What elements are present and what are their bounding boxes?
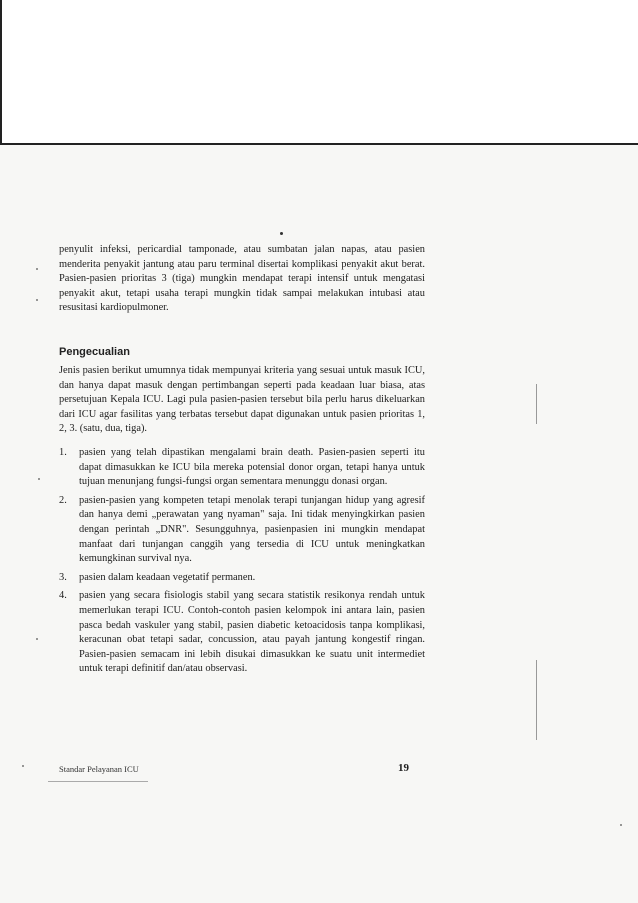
scan-speck: [280, 232, 283, 235]
list-item: [59, 571, 425, 586]
list-item: [59, 494, 425, 567]
scan-speck: [36, 268, 38, 270]
margin-mark: [536, 660, 537, 740]
scan-speck: [620, 824, 622, 826]
list-item-text: pasien yang telah dipastikan mengalami brain death. Pasien-pasien seperti itu dapat dimasukkan ke ICU bila mereka potensial donor organ, tetapi hanya untuk tujuan menunjang fungsi-fungsi organ sementara menunggu donasi organ.: [79, 447, 425, 488]
scan-border: [0, 0, 638, 145]
list-item-number: 1.: [59, 447, 67, 458]
list-item: [59, 589, 425, 677]
list-item-number: 3.: [59, 571, 67, 583]
scan-speck: [36, 299, 38, 301]
footer-divider: [48, 781, 148, 782]
list-item-number: 2.: [59, 494, 67, 506]
list-item-text: pasien-pasien yang kompeten tetapi menolak terapi tunjangan hidup yang agresif dan hanya demi „perawatan yang nyaman" saja. Ini tidak menyingkirkan pasien dengan perintah „DNR". Sesungguhnya, pasienpasien ini mungkin mendapat manfaat dari tunjangan canggih yang tersedia di ICU untuk meningkatkan kemungkinan survival nya.: [79, 494, 425, 565]
section-heading: Pengecualian: [59, 346, 130, 358]
exclusion-list: [59, 446, 425, 681]
scan-speck: [36, 638, 38, 640]
intro-paragraph: penyulit infeksi, pericardial tamponade, atau sumbatan jalan napas, atau pasien menderita penyakit jantung atau paru terminal disertai komplikasi penyakit akut berat. Pasien-pasien prioritas 3 (tiga) mungkin mendapat terapi intensif untuk mengatasi penyakit akut, tetapi usaha terapi mungkin tidak sampai melakukan intubasi atau resusitasi kardiopulmoner.: [59, 244, 425, 314]
list-item-number: 4.: [59, 590, 67, 602]
list-item-text: pasien dalam keadaan vegetatif permanen.: [79, 571, 256, 583]
list-item-text: pasien yang secara fisiologis stabil yang secara statistik resikonya rendah untuk memerlukan terapi ICU. Contoh-contoh pasien kelompok ini antara lain, pasien pasca bedah vaskuler yang stabil, pasien diabetic ketoacidosis tanpa komplikasi, keracunan obat tetapi sadar, concussion, atau payah jantung kongestif ringan. Pasien-pasien semacam ini lebih disukai dimasukkan ke suatu unit intermediet untuk terapi definitif dan/atau observasi.: [79, 590, 425, 675]
page-number: 19: [398, 762, 409, 774]
margin-mark: [536, 384, 537, 424]
scan-border-left: [0, 0, 2, 145]
scan-speck: [22, 765, 24, 767]
list-item: [59, 446, 425, 490]
section-paragraph: Jenis pasien berikut umumnya tidak mempunyai kriteria yang sesuai untuk masuk ICU, dan hanya dapat masuk dengan pertimbangan seperti pada keadaan luar biasa, atas persetujuan Kepala ICU. Lagi pula pasien-pasien tersebut bila perlu harus dikeluarkan dari ICU agar fasilitas yang terbatas tersebut dapat digunakan untuk pasien prioritas 1, 2, 3. (satu, dua, tiga).: [59, 365, 425, 435]
scan-speck: [38, 478, 40, 480]
footer-title: Standar Pelayanan ICU: [59, 764, 139, 774]
